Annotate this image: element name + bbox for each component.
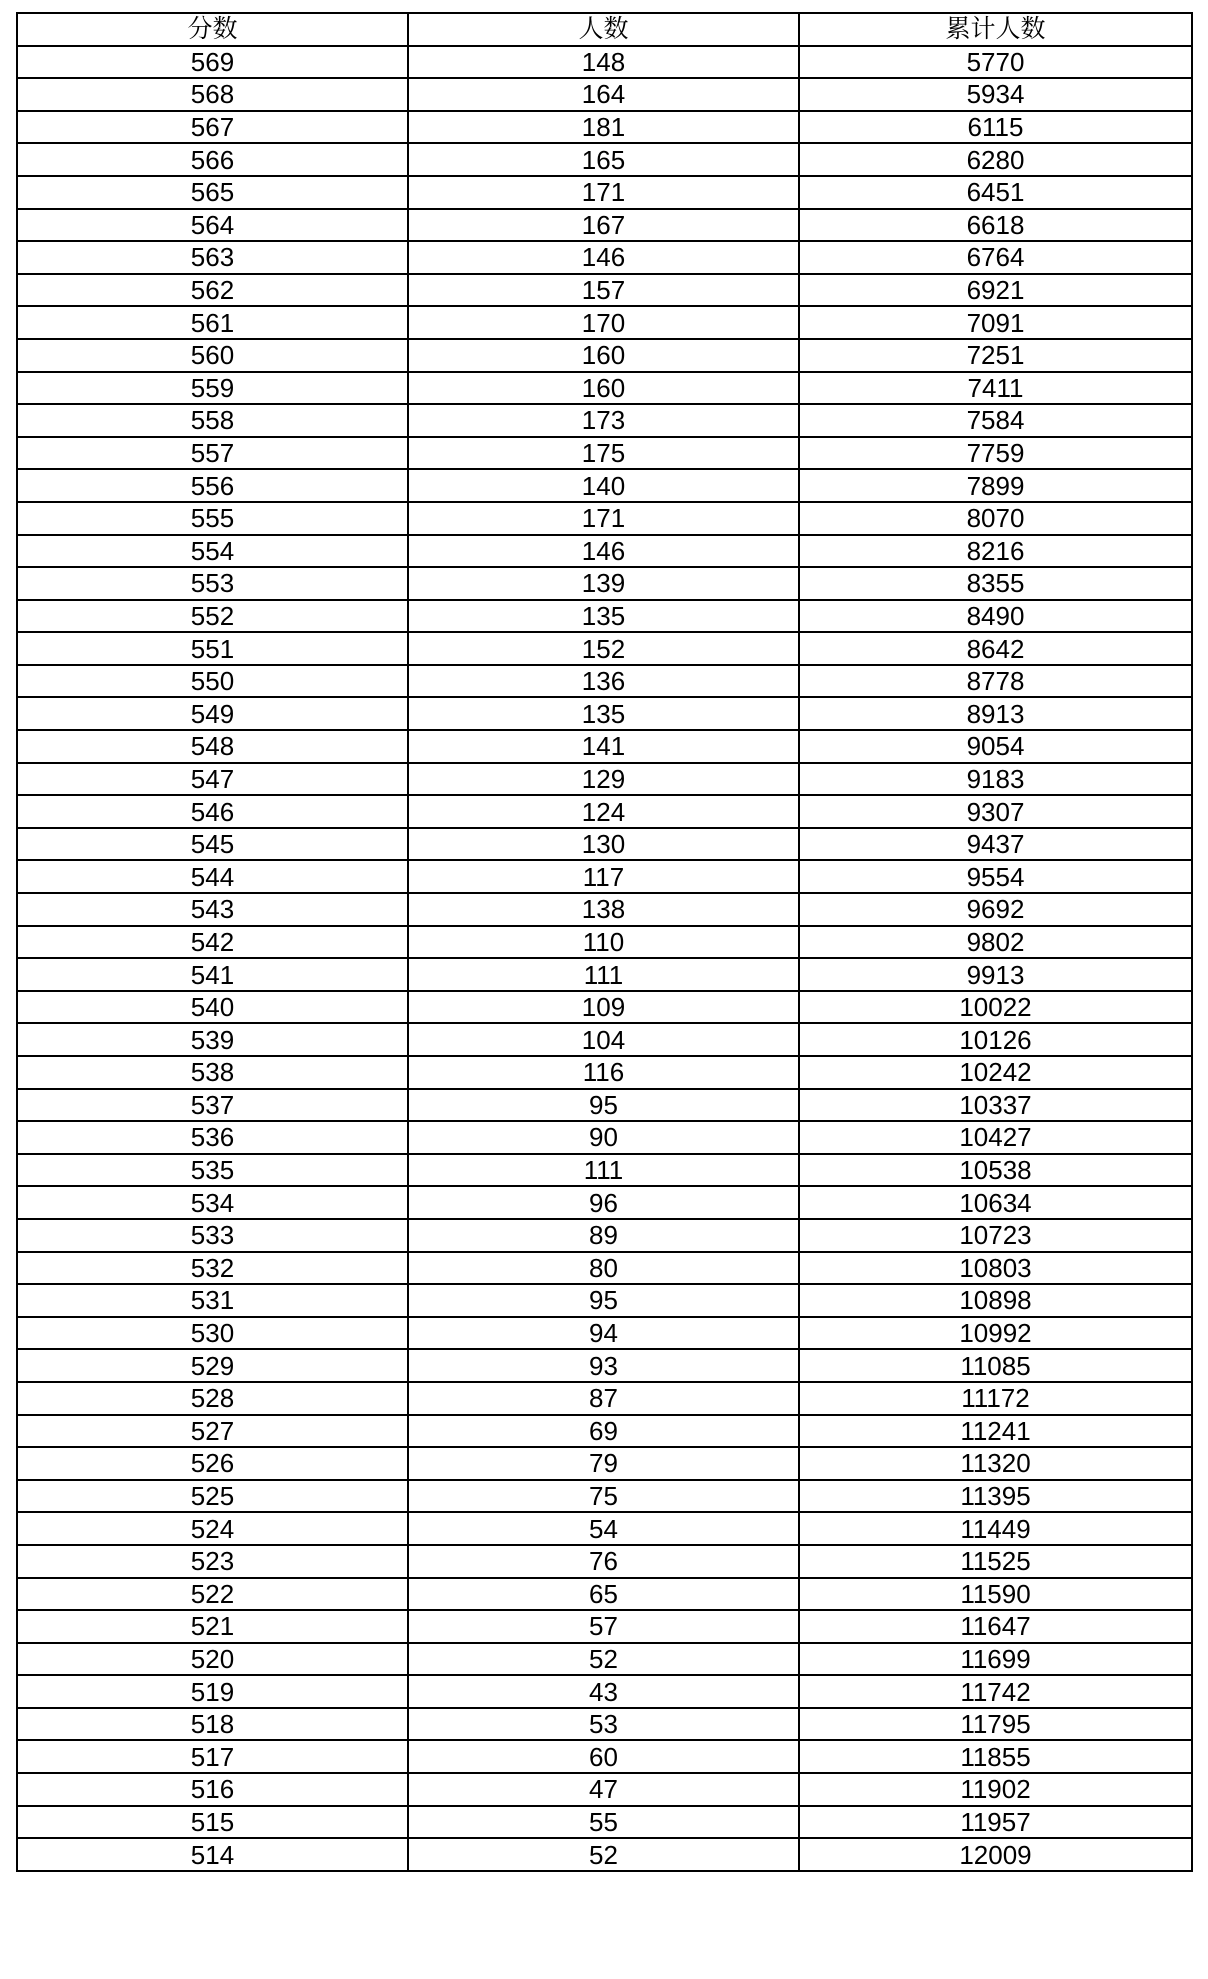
cell-cumulative: 11647 [799,1610,1192,1643]
cell-cumulative: 8778 [799,665,1192,698]
cell-score: 535 [17,1154,408,1187]
table-row [17,1643,1192,1676]
cell-count: 95 [408,1089,799,1122]
table-row [17,1023,1192,1056]
cell-cumulative: 11902 [799,1773,1192,1806]
cell-score: 554 [17,535,408,568]
cell-count: 171 [408,176,799,209]
cell-count: 90 [408,1121,799,1154]
cell-count: 55 [408,1806,799,1839]
cell-count: 136 [408,665,799,698]
table-row [17,469,1192,502]
cell-count: 135 [408,600,799,633]
table-row [17,274,1192,307]
cell-cumulative: 10022 [799,991,1192,1024]
table-row [17,437,1192,470]
cell-score: 559 [17,372,408,405]
cell-cumulative: 7899 [799,469,1192,502]
table-row [17,926,1192,959]
cell-cumulative: 11525 [799,1545,1192,1578]
cell-score: 517 [17,1740,408,1773]
cell-count: 110 [408,926,799,959]
table-row [17,1545,1192,1578]
cell-cumulative: 10126 [799,1023,1192,1056]
cell-score: 541 [17,958,408,991]
cell-cumulative: 11241 [799,1415,1192,1448]
cell-score: 516 [17,1773,408,1806]
cell-cumulative: 11395 [799,1480,1192,1513]
cell-score: 528 [17,1382,408,1415]
cell-cumulative: 11699 [799,1643,1192,1676]
cell-score: 523 [17,1545,408,1578]
cell-count: 52 [408,1838,799,1871]
table-row [17,893,1192,926]
cell-count: 170 [408,306,799,339]
table-row [17,1806,1192,1839]
cell-count: 53 [408,1708,799,1741]
cell-count: 165 [408,143,799,176]
cell-score: 514 [17,1838,408,1871]
cell-count: 89 [408,1219,799,1252]
cell-cumulative: 7411 [799,372,1192,405]
cell-score: 547 [17,763,408,796]
cell-score: 557 [17,437,408,470]
cell-cumulative: 10538 [799,1154,1192,1187]
cell-count: 148 [408,46,799,79]
cell-score: 566 [17,143,408,176]
cell-cumulative: 10427 [799,1121,1192,1154]
cell-count: 117 [408,860,799,893]
table-row [17,567,1192,600]
table-row [17,372,1192,405]
table-row [17,46,1192,79]
table-row [17,1186,1192,1219]
cell-score: 522 [17,1578,408,1611]
cell-cumulative: 9183 [799,763,1192,796]
cell-count: 152 [408,632,799,665]
cell-count: 95 [408,1284,799,1317]
table-row [17,339,1192,372]
cell-cumulative: 6280 [799,143,1192,176]
cell-cumulative: 11085 [799,1349,1192,1382]
cell-score: 546 [17,795,408,828]
cell-count: 140 [408,469,799,502]
header-cumulative: 累计人数 [799,13,1192,46]
cell-cumulative: 9802 [799,926,1192,959]
score-distribution-table [16,12,1193,1872]
table-row [17,1089,1192,1122]
table-row [17,1056,1192,1089]
cell-score: 520 [17,1643,408,1676]
cell-cumulative: 11449 [799,1512,1192,1545]
cell-count: 79 [408,1447,799,1480]
cell-cumulative: 10992 [799,1317,1192,1350]
cell-count: 141 [408,730,799,763]
cell-score: 565 [17,176,408,209]
cell-score: 552 [17,600,408,633]
cell-cumulative: 8913 [799,697,1192,730]
cell-cumulative: 11742 [799,1675,1192,1708]
table-row [17,502,1192,535]
cell-score: 533 [17,1219,408,1252]
table-row [17,1317,1192,1350]
table-row [17,1740,1192,1773]
cell-count: 135 [408,697,799,730]
table-row [17,1708,1192,1741]
cell-cumulative: 9054 [799,730,1192,763]
table-row [17,1480,1192,1513]
header-count: 人数 [408,13,799,46]
cell-count: 65 [408,1578,799,1611]
cell-score: 540 [17,991,408,1024]
table-header-row [17,13,1192,46]
cell-count: 146 [408,535,799,568]
table-row [17,1154,1192,1187]
table-row [17,1578,1192,1611]
cell-count: 181 [408,111,799,144]
cell-score: 532 [17,1252,408,1285]
table-row [17,209,1192,242]
cell-count: 96 [408,1186,799,1219]
cell-cumulative: 9437 [799,828,1192,861]
cell-cumulative: 7091 [799,306,1192,339]
cell-score: 519 [17,1675,408,1708]
cell-score: 551 [17,632,408,665]
cell-cumulative: 12009 [799,1838,1192,1871]
table-row [17,1349,1192,1382]
cell-cumulative: 8070 [799,502,1192,535]
table-row [17,828,1192,861]
cell-score: 531 [17,1284,408,1317]
cell-count: 175 [408,437,799,470]
cell-count: 60 [408,1740,799,1773]
cell-cumulative: 11855 [799,1740,1192,1773]
table-row [17,958,1192,991]
table-row [17,404,1192,437]
cell-score: 525 [17,1480,408,1513]
cell-cumulative: 10634 [799,1186,1192,1219]
cell-count: 139 [408,567,799,600]
cell-score: 569 [17,46,408,79]
header-score: 分数 [17,13,408,46]
cell-cumulative: 8490 [799,600,1192,633]
table-row [17,1675,1192,1708]
cell-score: 530 [17,1317,408,1350]
cell-cumulative: 11172 [799,1382,1192,1415]
table-row [17,795,1192,828]
cell-score: 538 [17,1056,408,1089]
cell-count: 173 [408,404,799,437]
cell-count: 116 [408,1056,799,1089]
cell-cumulative: 11590 [799,1578,1192,1611]
cell-score: 545 [17,828,408,861]
cell-count: 94 [408,1317,799,1350]
cell-score: 560 [17,339,408,372]
cell-count: 57 [408,1610,799,1643]
table-row [17,1773,1192,1806]
table-row [17,306,1192,339]
cell-cumulative: 8355 [799,567,1192,600]
cell-score: 561 [17,306,408,339]
cell-score: 521 [17,1610,408,1643]
cell-cumulative: 6764 [799,241,1192,274]
cell-score: 536 [17,1121,408,1154]
cell-cumulative: 10898 [799,1284,1192,1317]
table-row [17,860,1192,893]
cell-score: 555 [17,502,408,535]
table-row [17,143,1192,176]
cell-score: 526 [17,1447,408,1480]
cell-count: 157 [408,274,799,307]
cell-count: 104 [408,1023,799,1056]
cell-cumulative: 5770 [799,46,1192,79]
table-row [17,1284,1192,1317]
cell-score: 564 [17,209,408,242]
cell-cumulative: 9307 [799,795,1192,828]
cell-count: 87 [408,1382,799,1415]
cell-count: 80 [408,1252,799,1285]
table-row [17,1415,1192,1448]
cell-count: 167 [408,209,799,242]
table-row [17,632,1192,665]
table-row [17,697,1192,730]
cell-score: 556 [17,469,408,502]
cell-count: 75 [408,1480,799,1513]
cell-score: 562 [17,274,408,307]
cell-count: 164 [408,78,799,111]
cell-count: 130 [408,828,799,861]
table-row [17,535,1192,568]
table-row [17,241,1192,274]
cell-cumulative: 8216 [799,535,1192,568]
cell-cumulative: 10803 [799,1252,1192,1285]
cell-count: 69 [408,1415,799,1448]
cell-count: 111 [408,1154,799,1187]
cell-cumulative: 10337 [799,1089,1192,1122]
cell-cumulative: 11795 [799,1708,1192,1741]
cell-cumulative: 10242 [799,1056,1192,1089]
cell-score: 544 [17,860,408,893]
cell-score: 553 [17,567,408,600]
table-row [17,1447,1192,1480]
cell-cumulative: 7759 [799,437,1192,470]
table-row [17,730,1192,763]
cell-count: 129 [408,763,799,796]
cell-score: 527 [17,1415,408,1448]
table-row [17,78,1192,111]
cell-count: 43 [408,1675,799,1708]
cell-count: 160 [408,339,799,372]
cell-cumulative: 11957 [799,1806,1192,1839]
cell-cumulative: 5934 [799,78,1192,111]
cell-cumulative: 6921 [799,274,1192,307]
table-body [17,46,1192,1871]
cell-score: 542 [17,926,408,959]
cell-score: 529 [17,1349,408,1382]
table-row [17,1382,1192,1415]
cell-count: 160 [408,372,799,405]
cell-score: 549 [17,697,408,730]
cell-score: 558 [17,404,408,437]
cell-cumulative: 6618 [799,209,1192,242]
cell-count: 47 [408,1773,799,1806]
cell-cumulative: 10723 [799,1219,1192,1252]
table-row [17,1252,1192,1285]
table-row [17,763,1192,796]
cell-count: 52 [408,1643,799,1676]
cell-count: 111 [408,958,799,991]
cell-cumulative: 9554 [799,860,1192,893]
cell-score: 568 [17,78,408,111]
cell-score: 518 [17,1708,408,1741]
cell-count: 138 [408,893,799,926]
cell-cumulative: 7584 [799,404,1192,437]
cell-score: 515 [17,1806,408,1839]
table-row [17,1512,1192,1545]
cell-score: 550 [17,665,408,698]
table-row [17,176,1192,209]
cell-score: 563 [17,241,408,274]
table-row [17,1610,1192,1643]
cell-score: 543 [17,893,408,926]
cell-count: 109 [408,991,799,1024]
table-row [17,991,1192,1024]
cell-cumulative: 7251 [799,339,1192,372]
cell-count: 93 [408,1349,799,1382]
cell-count: 146 [408,241,799,274]
cell-score: 539 [17,1023,408,1056]
cell-cumulative: 6451 [799,176,1192,209]
cell-score: 567 [17,111,408,144]
cell-count: 54 [408,1512,799,1545]
cell-count: 124 [408,795,799,828]
cell-score: 548 [17,730,408,763]
table-row [17,1219,1192,1252]
table-row [17,665,1192,698]
cell-score: 524 [17,1512,408,1545]
cell-cumulative: 8642 [799,632,1192,665]
cell-cumulative: 9913 [799,958,1192,991]
table-row [17,111,1192,144]
cell-cumulative: 11320 [799,1447,1192,1480]
table-row [17,1121,1192,1154]
cell-count: 76 [408,1545,799,1578]
cell-cumulative: 9692 [799,893,1192,926]
cell-score: 537 [17,1089,408,1122]
table-row [17,1838,1192,1871]
cell-cumulative: 6115 [799,111,1192,144]
cell-count: 171 [408,502,799,535]
cell-score: 534 [17,1186,408,1219]
table-row [17,600,1192,633]
